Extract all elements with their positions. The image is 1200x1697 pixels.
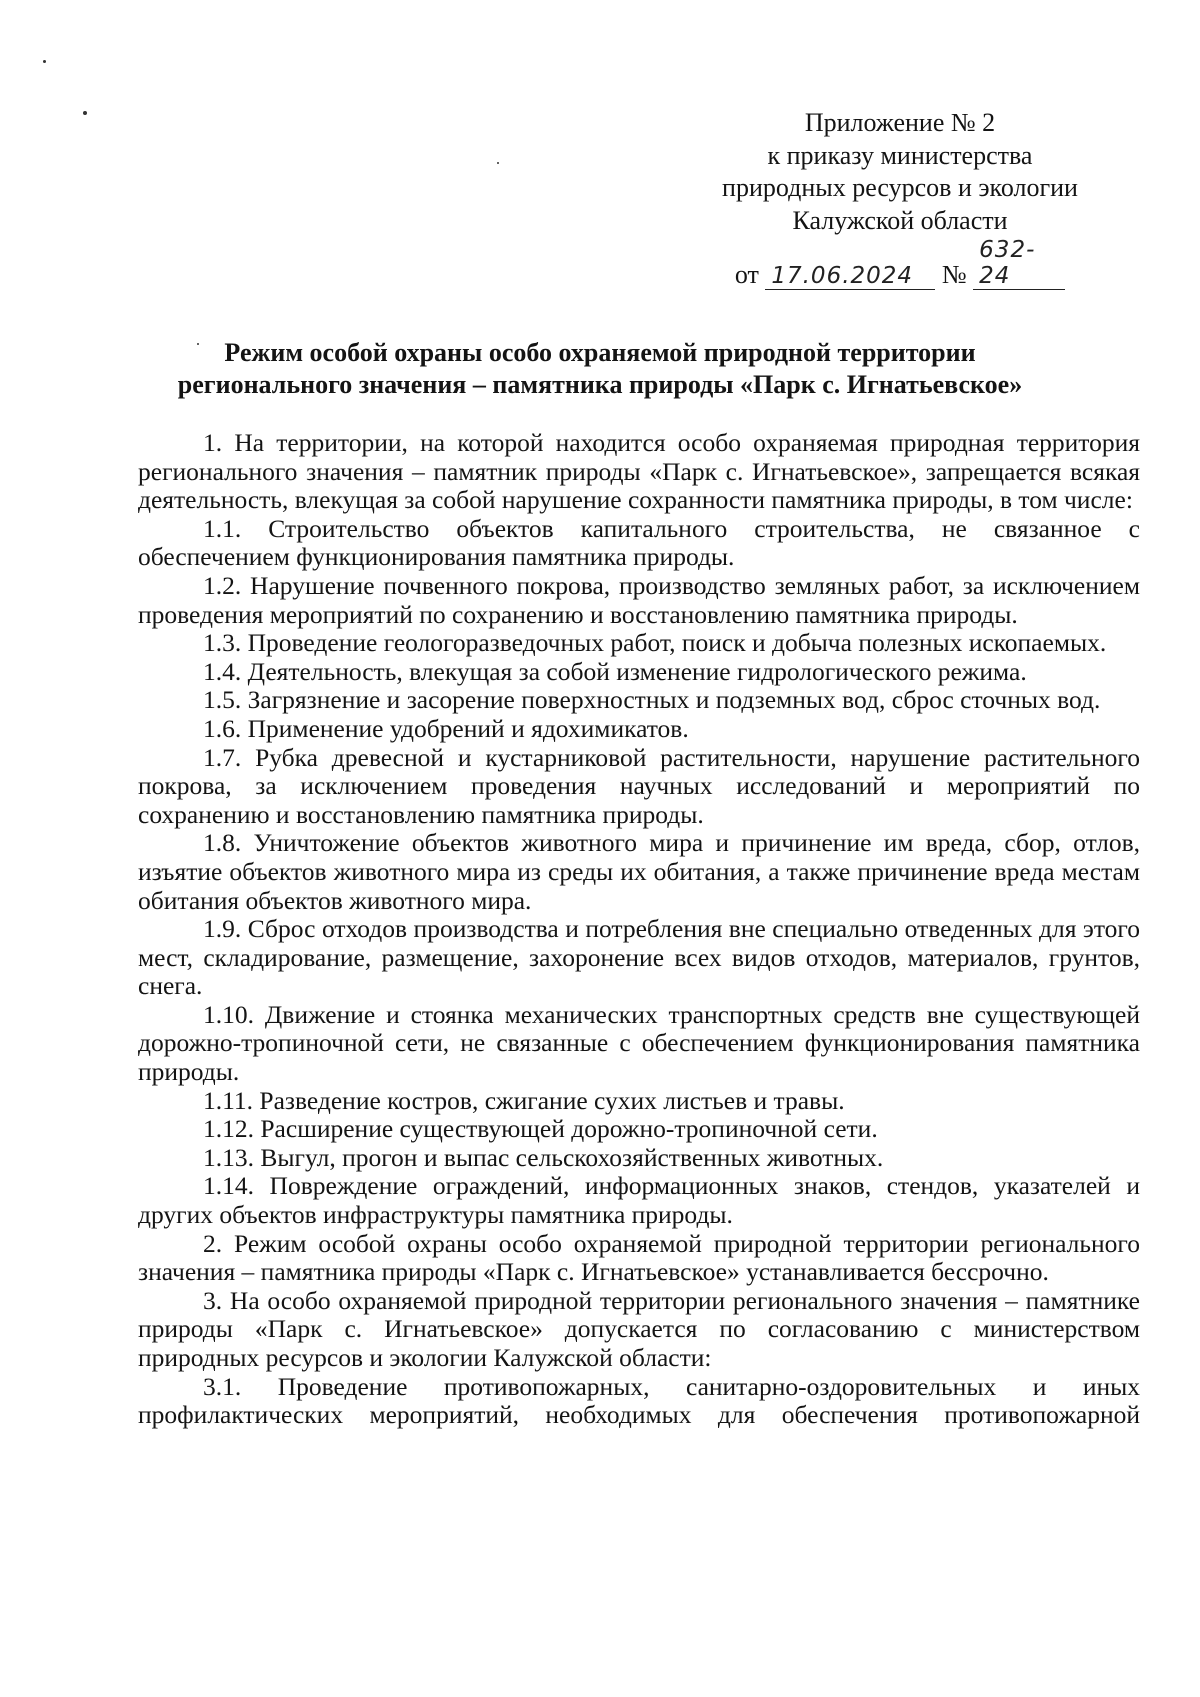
paragraph-1-7: 1.7. Рубка древесной и кустарниковой растительности, нарушение растительного покрова, за исключением проведения научных исследований и мероприятий по сохранению и восстановлению памятника природы. xyxy=(138,742,1140,829)
order-number-handwritten: 632-24 xyxy=(973,237,1065,290)
scan-speck xyxy=(497,162,499,164)
paragraph-1-3: 1.3. Проведение геологоразведочных работ, поиск и добыча полезных ископаемых. xyxy=(203,628,1107,658)
paragraph-1-10: 1.10. Движение и стоянка механических транспортных средств вне существующей дорожно-тропиночной сети, не связанные с обеспечением функционирования памятника природы. xyxy=(138,999,1140,1087)
paragraph-1-4: 1.4. Деятельность, влекущая за собой изменение гидрологического режима. xyxy=(203,656,1027,686)
appendix-line: природных ресурсов и экологии xyxy=(722,173,1078,202)
paragraph-1-5: 1.5. Загрязнение и засорение поверхностных и подземных вод, сброс сточных вод. xyxy=(203,685,1101,715)
appendix-line: к приказу министерства xyxy=(767,140,1033,170)
paragraph-1-12: 1.12. Расширение существующей дорожно-тропиночной сети. xyxy=(203,1114,878,1144)
title-line: регионального значения – памятника природы «Парк с. Игнатьевское» xyxy=(177,370,1023,399)
appendix-line: Приложение № 2 xyxy=(804,108,996,137)
title-line: Режим особой охраны особо охраняемой природной территории xyxy=(224,338,976,367)
appendix-line: Калужской области xyxy=(792,205,1008,235)
paragraph-1-2: 1.2. Нарушение почвенного покрова, производство земляных работ, за исключением проведения мероприятий по сохранению и восстановлению памятника природы. xyxy=(138,570,1140,629)
scan-speck xyxy=(43,60,46,63)
paragraph-1-9: 1.9. Сброс отходов производства и потребления вне специально отведенных для этого мест, складирование, размещение, захоронение всех видов отходов, материалов, грунтов, снега. xyxy=(138,914,1140,1001)
paragraph-1: 1. На территории, на которой находится особо охраняемая природная территория регионального значения – памятник природы «Парк с. Игнатьевское», запрещается всякая деятельность, влекущая за собой нарушение сохранности памятника природы, в том числе: xyxy=(138,428,1140,515)
paragraph-1-8: 1.8. Уничтожение объектов животного мира и причинение им вреда, сбор, отлов, изъятие объектов животного мира из среды их обитания, а также причинение вреда местам обитания объектов животного мира. xyxy=(138,828,1140,915)
scan-speck xyxy=(83,111,87,115)
document-title xyxy=(130,337,1070,401)
paragraph-3-1: 3.1. Проведение противопожарных, санитарно-оздоровительных и иных профилактических мероприятий, необходимых для обеспечения противопожарной xyxy=(138,1371,1140,1430)
number-prefix: № xyxy=(941,260,967,289)
paragraph-2: 2. Режим особой охраны особо охраняемой природной территории регионального значения – памятника природы «Парк с. Игнатьевское» устанавливается бессрочно. xyxy=(138,1228,1140,1287)
paragraph-1-13: 1.13. Выгул, прогон и выпас сельскохозяйственных животных. xyxy=(203,1142,884,1172)
order-date-handwritten: 17.06.2024 xyxy=(765,263,935,290)
paragraph-3: 3. На особо охраняемой природной территории регионального значения – памятнике природы «Парк с. Игнатьевское» допускается по согласованию с министерством природных ресурсов и экологии Калужской области: xyxy=(138,1285,1140,1372)
date-prefix: от xyxy=(734,260,759,289)
order-date-line xyxy=(700,237,1100,292)
paragraph-1-1: 1.1. Строительство объектов капитального строительства, не связанное с обеспечением функционирования памятника природы. xyxy=(138,513,1140,572)
paragraph-1-11: 1.11. Разведение костров, сжигание сухих листьев и травы. xyxy=(203,1085,845,1115)
appendix-header xyxy=(700,107,1100,292)
paragraph-1-14: 1.14. Повреждение ограждений, информационных знаков, стендов, указателей и других объектов инфраструктуры памятника природы. xyxy=(138,1171,1140,1230)
document-body xyxy=(138,429,1140,1430)
paragraph-1-6: 1.6. Применение удобрений и ядохимикатов. xyxy=(203,713,689,743)
